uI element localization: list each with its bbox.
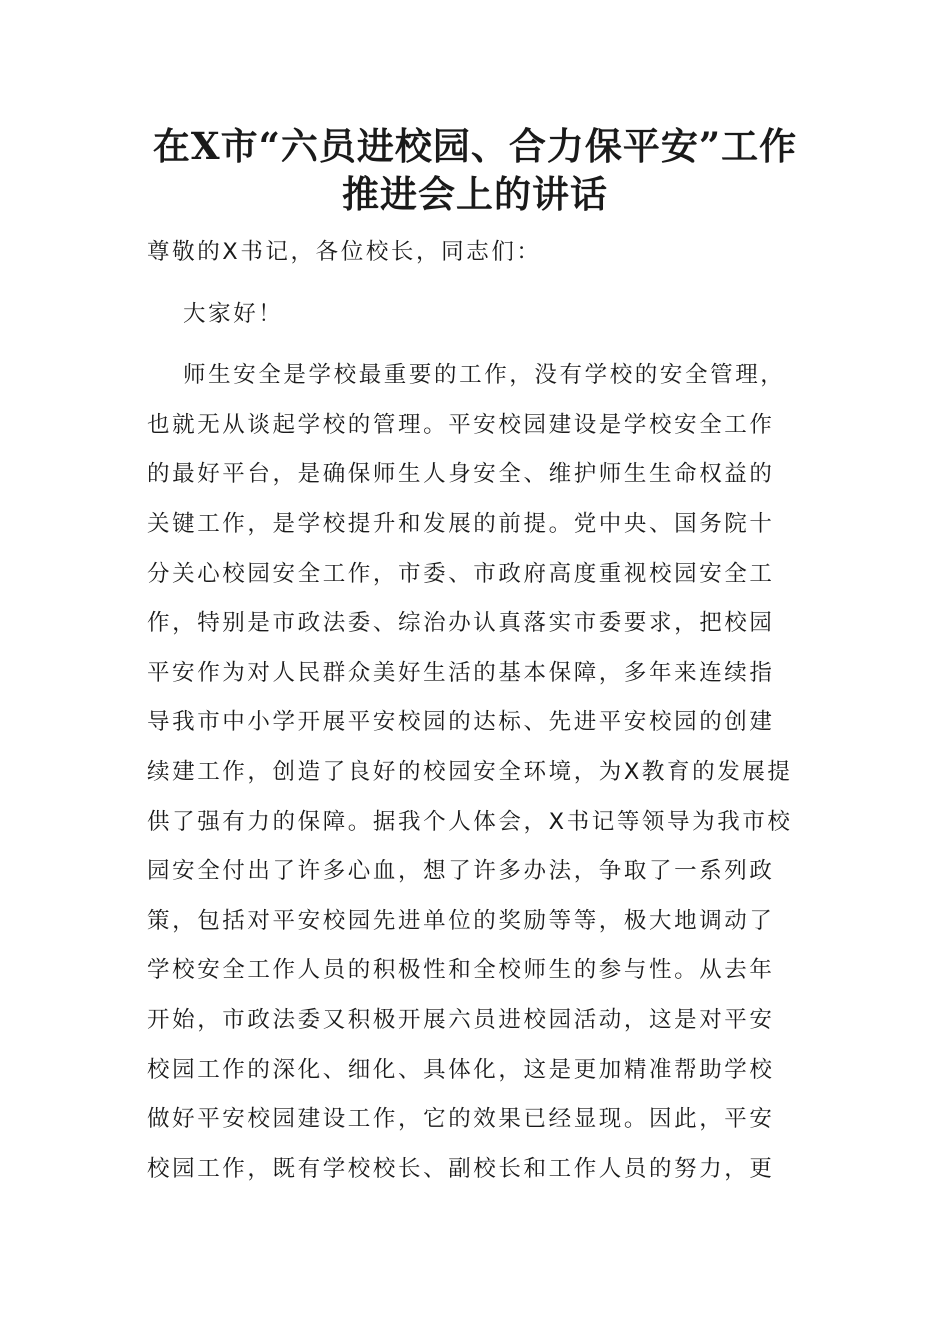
paragraph-line: 续建工作，创造了良好的校园安全环境，为X教育的发展提 [147,758,793,785]
paragraph-line: 园安全付出了许多心血，想了许多办法，争取了一系列政 [147,858,775,885]
document-title [100,122,850,218]
paragraph-line: 学校安全工作人员的积极性和全校师生的参与性。从去年 [147,957,775,984]
paragraph-line: 供了强有力的保障。据我个人体会，X书记等领导为我市校 [147,808,793,835]
paragraph-line: 做好平安校园建设工作，它的效果已经显现。因此，平安 [147,1106,775,1133]
paragraph-line: 开始，市政法委又积极开展六员进校园活动，这是对平安 [147,1006,775,1033]
salutation: 尊敬的X书记，各位校长，同志们： [147,239,542,265]
paragraph-line: 校园工作，既有学校校长、副校长和工作人员的努力，更 [147,1155,775,1182]
paragraph-line: 也就无从谈起学校的管理。平安校园建设是学校安全工作 [147,411,775,438]
paragraph-1 [147,351,807,1194]
paragraph-line: 关键工作，是学校提升和发展的前提。党中央、国务院十 [147,510,775,537]
paragraph-line: 师生安全是学校最重要的工作，没有学校的安全管理， [183,362,786,389]
paragraph-line: 平安作为对人民群众美好生活的基本保障，多年来连续指 [147,659,775,686]
paragraph-line: 导我市中小学开展平安校园的达标、先进平安校园的创建 [147,709,775,736]
paragraph-line: 策，包括对平安校园先进单位的奖励等等，极大地调动了 [147,907,775,934]
greeting: 大家好！ [183,300,284,327]
title-line-1: 在X市“六员进校园、合力保平安”工作 [152,124,798,168]
paragraph-line: 校园工作的深化、细化、具体化，这是更加精准帮助学校 [147,1056,775,1083]
document-body [147,228,807,1194]
paragraph-line: 作，特别是市政法委、综治办认真落实市委要求，把校园 [147,610,775,637]
paragraph-line: 分关心校园安全工作，市委、市政府高度重视校园安全工 [147,560,775,587]
paragraph-line: 的最好平台，是确保师生人身安全、维护师生生命权益的 [147,461,775,488]
title-line-2: 推进会上的讲话 [342,172,608,216]
